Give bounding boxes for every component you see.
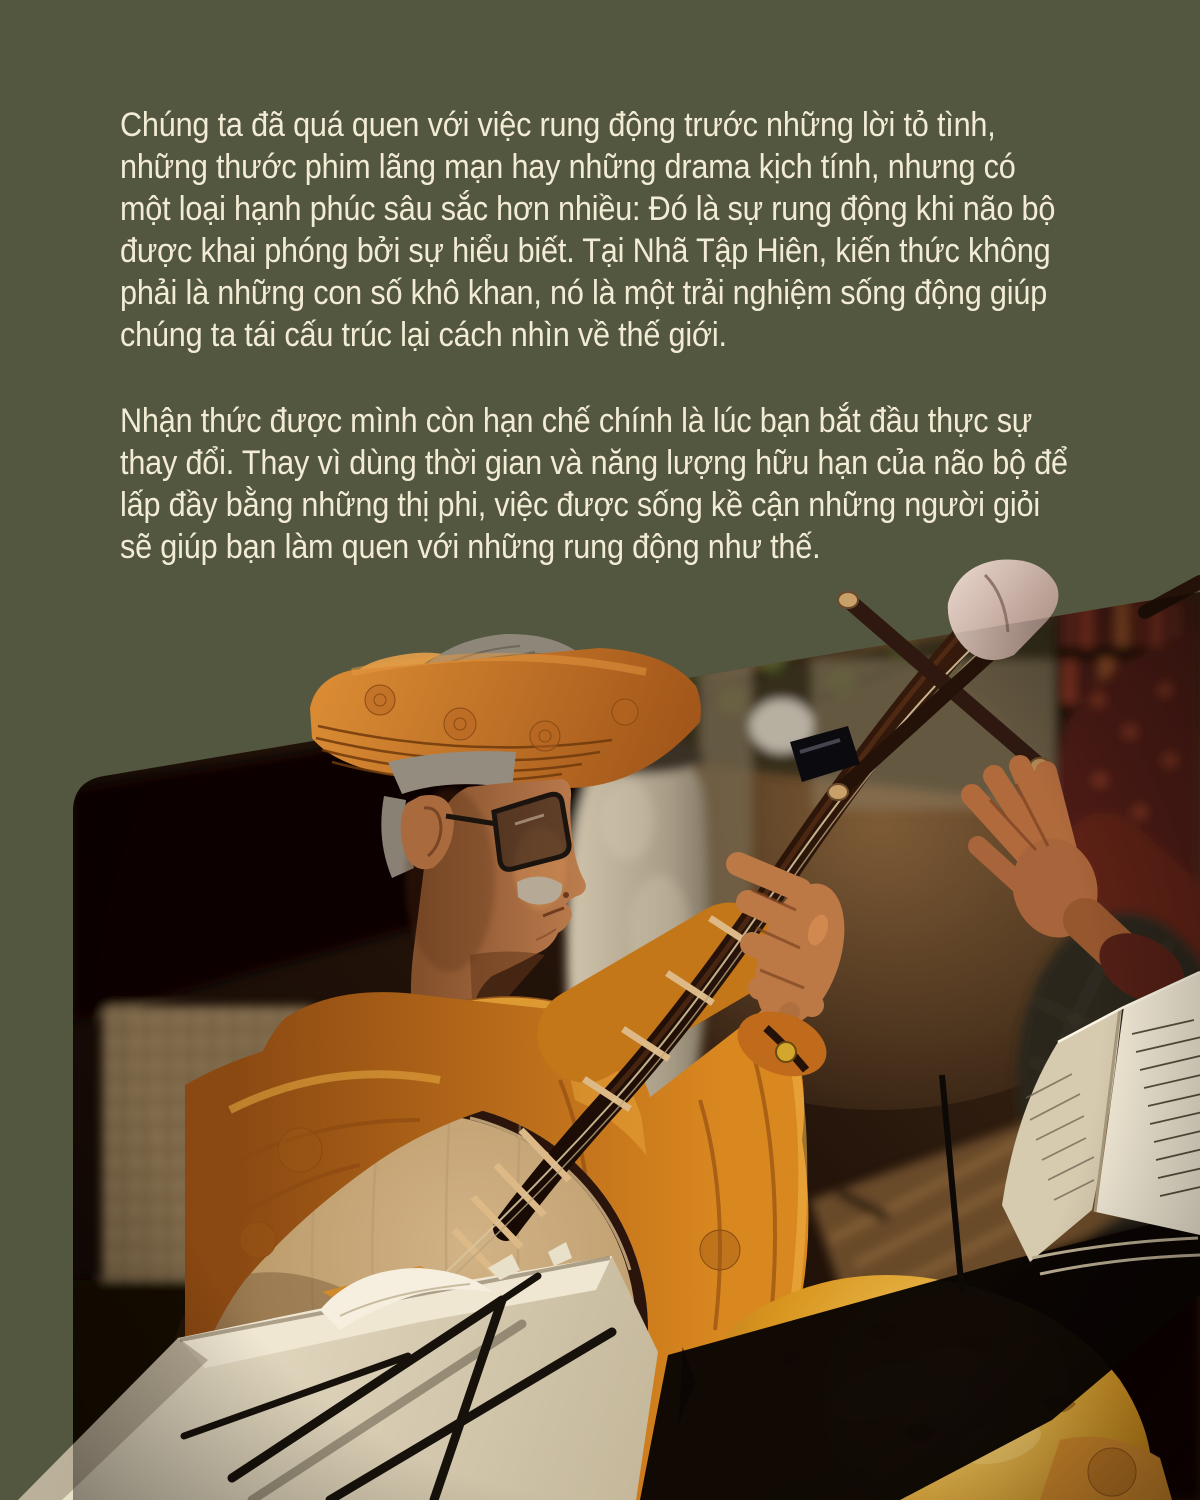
text-line: Chúng ta đã quá quen với việc rung động trước những lời tỏ tình, [120,106,996,144]
text-line: phải là những con số khô khan, nó là một trải nghiệm sống động giúp [120,274,1048,312]
text-line: thay đổi. Thay vì dùng thời gian và năng lượng hữu hạn của não bộ để [120,444,1068,482]
text-line: Nhận thức được mình còn hạn chế chính là lúc bạn bắt đầu thực sự [120,402,1033,440]
text-line: những thước phim lãng mạn hay những drama kịch tính, nhưng có [120,148,1016,186]
text-line: một loại hạnh phúc sâu sắc hơn nhiều: Đó là sự rung động khi não bộ [120,190,1056,228]
paragraph-2 [120,400,1068,568]
text-line: chúng ta tái cấu trúc lại cách nhìn về thế giới. [120,316,727,354]
text-line: lấp đầy bằng những thị phi, việc được sống kề cận những người giỏi [120,486,1040,524]
quote-text [120,104,1068,568]
vignette [73,592,1200,1500]
paragraph-1 [120,104,1068,356]
text-line: được khai phóng bởi sự hiểu biết. Tại Nhã Tập Hiên, kiến thức không [120,232,1051,270]
text-line: sẽ giúp bạn làm quen với những rung động như thế. [120,528,821,566]
